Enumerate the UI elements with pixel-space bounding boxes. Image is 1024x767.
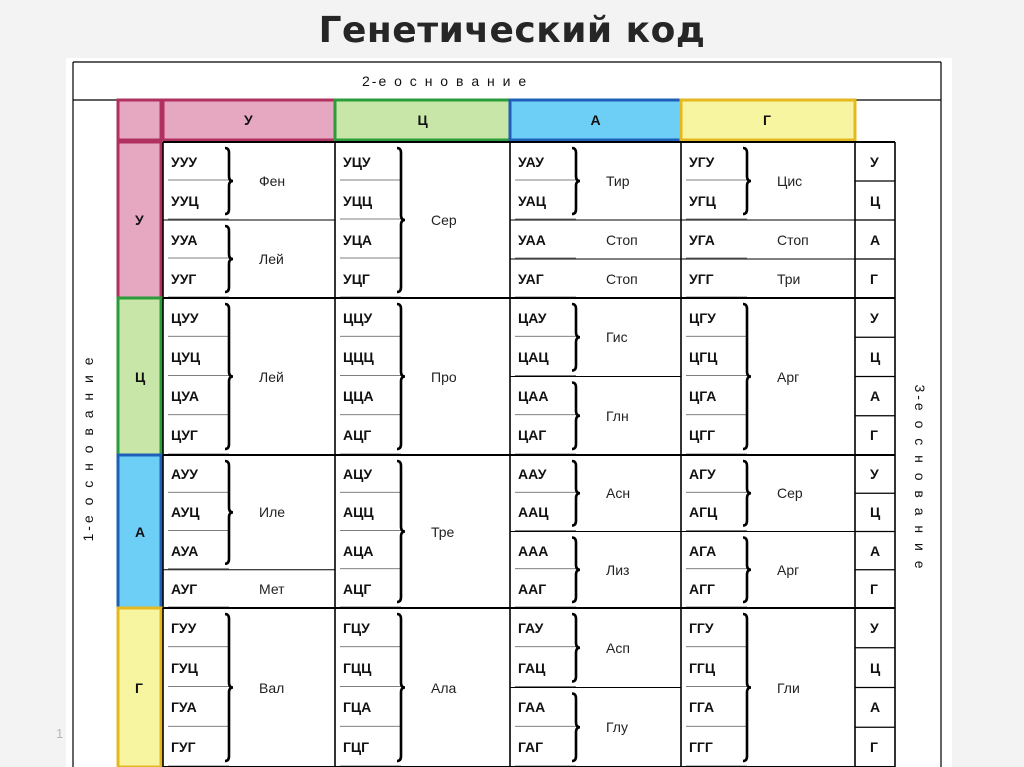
codon-brace (572, 614, 580, 682)
third-base-label: Г (870, 580, 878, 597)
codon-label: УУА (171, 231, 198, 248)
codon-label: АГГ (689, 580, 715, 597)
codon-label: ГГУ (689, 619, 714, 636)
amino-acid-label: Глу (606, 719, 628, 736)
codon-label: УГА (689, 231, 715, 248)
amino-acid-label: Сер (431, 212, 457, 228)
codon-label: УАГ (518, 270, 544, 287)
codon-label: ЦАА (518, 388, 549, 405)
codon-brace (743, 538, 751, 603)
codon-label: АГУ (689, 466, 716, 483)
amino-acid-label: Арг (777, 561, 800, 578)
codon-label: УЦА (343, 231, 373, 248)
codon-label: ЦГА (689, 388, 717, 405)
codon-label: АУГ (171, 580, 198, 597)
codon-label: ГГГ (689, 739, 713, 756)
amino-acid-label: Цис (777, 173, 803, 189)
amino-acid-label: Лиз (606, 561, 630, 578)
third-base-label: А (870, 388, 881, 405)
amino-acid-label: Гли (777, 679, 800, 696)
third-base-label: Ц (870, 504, 881, 521)
codon-label: АЦУ (343, 466, 373, 483)
codon-label: ЦГГ (689, 427, 716, 444)
first-base-axis: 1-е о с н о в а н и е (80, 354, 96, 542)
first-base-label: Ц (135, 368, 146, 385)
third-base-label: У (870, 466, 879, 483)
codon-label: УЦГ (343, 270, 370, 287)
third-base-label: Г (870, 739, 878, 756)
amino-acid-label: Тир (606, 173, 630, 189)
codon-brace (572, 694, 580, 762)
codon-label: УЦУ (343, 153, 371, 170)
codon-label: АГЦ (689, 504, 718, 521)
amino-acid-label: Мет (259, 580, 285, 597)
third-base-label: Ц (870, 348, 881, 365)
codon-label: УГЦ (689, 192, 716, 209)
codon-label: ЦАГ (518, 427, 547, 444)
codon-brace (743, 148, 751, 214)
codon-brace (225, 148, 233, 214)
codon-label: ГГЦ (689, 659, 716, 676)
codon-label: УАУ (518, 153, 544, 170)
third-base-label: Г (870, 427, 878, 444)
amino-acid-label: Лей (259, 368, 284, 385)
page-number: 1 (56, 726, 64, 741)
codon-label: ЦГУ (689, 309, 716, 326)
second-base-corner (118, 100, 161, 140)
codon-label: ЦУЦ (171, 348, 201, 365)
codon-brace (397, 461, 405, 602)
codon-label: ЦЦЦ (343, 348, 374, 365)
third-base-label: А (870, 542, 881, 559)
codon-brace (743, 461, 751, 526)
third-base-axis: 3-е о с н о в а н и е (912, 384, 928, 572)
codon-brace (743, 614, 751, 761)
codon-brace (225, 461, 233, 564)
slide-title: Генетический код (318, 10, 706, 51)
first-base-label: Г (135, 679, 143, 696)
codon-brace (572, 461, 580, 526)
codon-brace (225, 226, 233, 292)
second-base-label: А (590, 112, 601, 128)
second-base-header: 2-е о с н о в а н и е (362, 73, 529, 89)
codon-label: УУУ (171, 153, 198, 170)
first-base-label: А (135, 523, 146, 540)
codon-label: ГЦУ (343, 619, 370, 636)
codon-label: ГЦА (343, 699, 372, 716)
codon-label: УГУ (689, 153, 715, 170)
codon-label: АЦГ (343, 580, 372, 597)
codon-label: ЦЦА (343, 388, 374, 405)
codon-label: УАЦ (518, 192, 546, 209)
codon-label: ЦУУ (171, 309, 199, 326)
amino-acid-label: Вал (259, 679, 285, 696)
codon-label: ЦУГ (171, 427, 198, 444)
codon-label: ГУЦ (171, 659, 198, 676)
third-base-label: У (870, 619, 879, 636)
codon-label: ГЦЦ (343, 659, 372, 676)
second-base-label: Ц (417, 112, 428, 128)
codon-label: ГАУ (518, 619, 544, 636)
amino-acid-label: Асн (606, 485, 631, 502)
codon-brace (397, 304, 405, 449)
codon-brace (572, 538, 580, 603)
codon-label: УУЦ (171, 192, 199, 209)
codon-label: ЦГЦ (689, 348, 718, 365)
codon-label: ГУУ (171, 619, 197, 636)
amino-acid-label: Глн (606, 407, 629, 424)
codon-brace (572, 148, 580, 214)
codon-brace (225, 614, 233, 761)
codon-label: ГЦГ (343, 739, 370, 756)
amino-acid-label: Арг (777, 368, 800, 385)
codon-label: ГУА (171, 699, 197, 716)
codon-label: ААА (518, 542, 549, 559)
amino-acid-label: Фен (259, 173, 286, 189)
amino-acid-label: Лей (259, 251, 284, 267)
amino-acid-label: Про (431, 368, 457, 385)
codon-label: ГАА (518, 699, 546, 716)
codon-label: ААГ (518, 580, 547, 597)
codon-label: ААУ (518, 466, 547, 483)
third-base-label: У (870, 153, 879, 170)
codon-label: ЦАЦ (518, 348, 549, 365)
codon-label: ЦУА (171, 388, 199, 405)
codon-label: АУУ (171, 466, 198, 483)
amino-acid-label: Три (777, 270, 801, 287)
amino-acid-label: Стоп (606, 270, 638, 287)
codon-brace (397, 148, 405, 292)
codon-label: ГГА (689, 699, 715, 716)
codon-label: УУГ (171, 270, 197, 287)
codon-label: АЦГ (343, 427, 372, 444)
amino-acid-label: Стоп (777, 231, 809, 248)
codon-brace (572, 304, 580, 371)
codon-brace (397, 614, 405, 761)
amino-acid-label: Сер (777, 485, 803, 502)
codon-label: АЦА (343, 542, 374, 559)
second-base-label: Г (763, 112, 771, 128)
codon-brace (572, 383, 580, 450)
codon-label: УГГ (689, 270, 714, 287)
codon-label: АУЦ (171, 504, 200, 521)
amino-acid-label: Ала (431, 679, 457, 696)
codon-label: ЦАУ (518, 309, 547, 326)
codon-label: АЦЦ (343, 504, 374, 521)
third-base-label: У (870, 309, 879, 326)
third-base-label: Г (870, 270, 878, 287)
third-base-label: Ц (870, 192, 881, 209)
codon-label: УЦЦ (343, 192, 373, 209)
table-grid (66, 58, 952, 767)
codon-label: АГА (689, 542, 717, 559)
amino-acid-label: Иле (259, 504, 286, 521)
amino-acid-label: Тре (431, 523, 455, 540)
amino-acid-label: Стоп (606, 231, 638, 248)
genetic-code-table (66, 58, 952, 767)
codon-label: ГАГ (518, 739, 544, 756)
codon-label: ЦЦУ (343, 309, 373, 326)
codon-label: ГАЦ (518, 659, 546, 676)
codon-brace (225, 304, 233, 449)
first-base-label: У (135, 212, 144, 228)
codon-label: ГУГ (171, 739, 196, 756)
codon-label: УАА (518, 231, 546, 248)
amino-acid-label: Гис (606, 329, 628, 346)
codon-label: ААЦ (518, 504, 549, 521)
third-base-label: А (870, 231, 881, 248)
codon-brace (743, 304, 751, 449)
third-base-label: Ц (870, 659, 881, 676)
second-base-label: У (244, 112, 253, 128)
amino-acid-label: Асп (606, 639, 630, 656)
codon-label: АУА (171, 542, 199, 559)
third-base-label: А (870, 699, 881, 716)
